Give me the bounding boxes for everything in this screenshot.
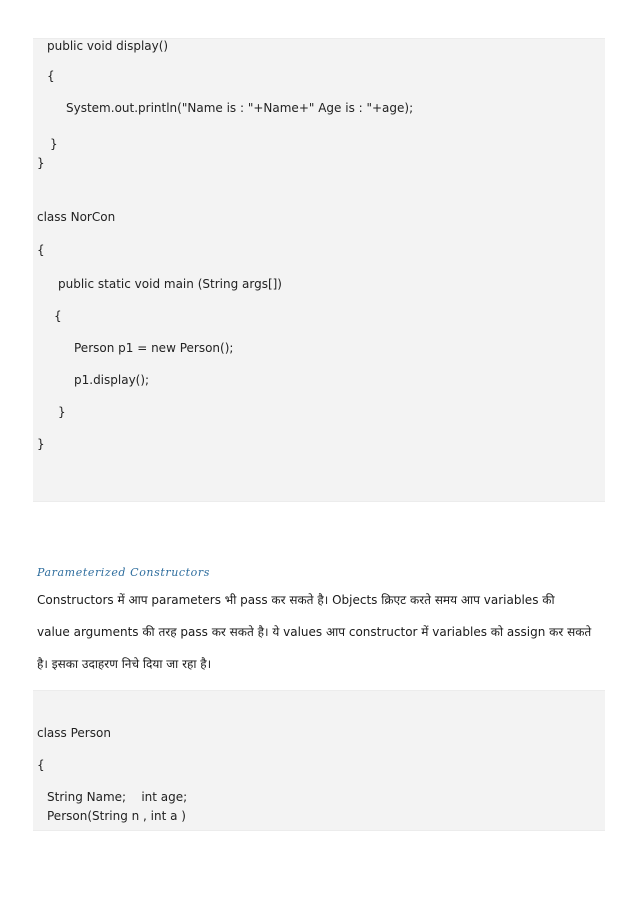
- code-line: }: [37, 156, 45, 170]
- code-line: {: [54, 309, 62, 323]
- code-block-norcon: [33, 38, 605, 502]
- code-line: p1.display();: [74, 373, 150, 387]
- code-line: class NorCon: [37, 210, 116, 224]
- code-line: {: [47, 69, 55, 83]
- code-line: Person p1 = new Person();: [74, 341, 234, 355]
- code-line: }: [50, 137, 58, 151]
- code-line: {: [37, 243, 45, 257]
- code-line: String Name; int age;: [47, 790, 188, 804]
- paragraph-line: value arguments की तरह pass कर सकते है। ये values आप constructor में variables को assign कर सकते: [37, 625, 592, 639]
- code-line: public void display(): [47, 39, 169, 53]
- paragraph-line: है। इसका उदाहरण निचे दिया जा रहा है।: [37, 657, 212, 671]
- code-line: }: [58, 405, 66, 419]
- code-line: System.out.println("Name is : "+Name+" Age is : "+age);: [66, 101, 414, 115]
- paragraph-line: Constructors में आप parameters भी pass कर सकते है। Objects क्रिएट करते समय आप variables की: [37, 593, 555, 607]
- section-heading: Parameterized Constructors: [37, 566, 211, 579]
- code-line: }: [37, 437, 45, 451]
- code-line: {: [37, 758, 45, 772]
- code-line: Person(String n , int a ): [47, 809, 186, 823]
- code-block-person: [33, 690, 605, 831]
- code-line: class Person: [37, 726, 111, 740]
- code-line: public static void main (String args[]): [58, 277, 282, 291]
